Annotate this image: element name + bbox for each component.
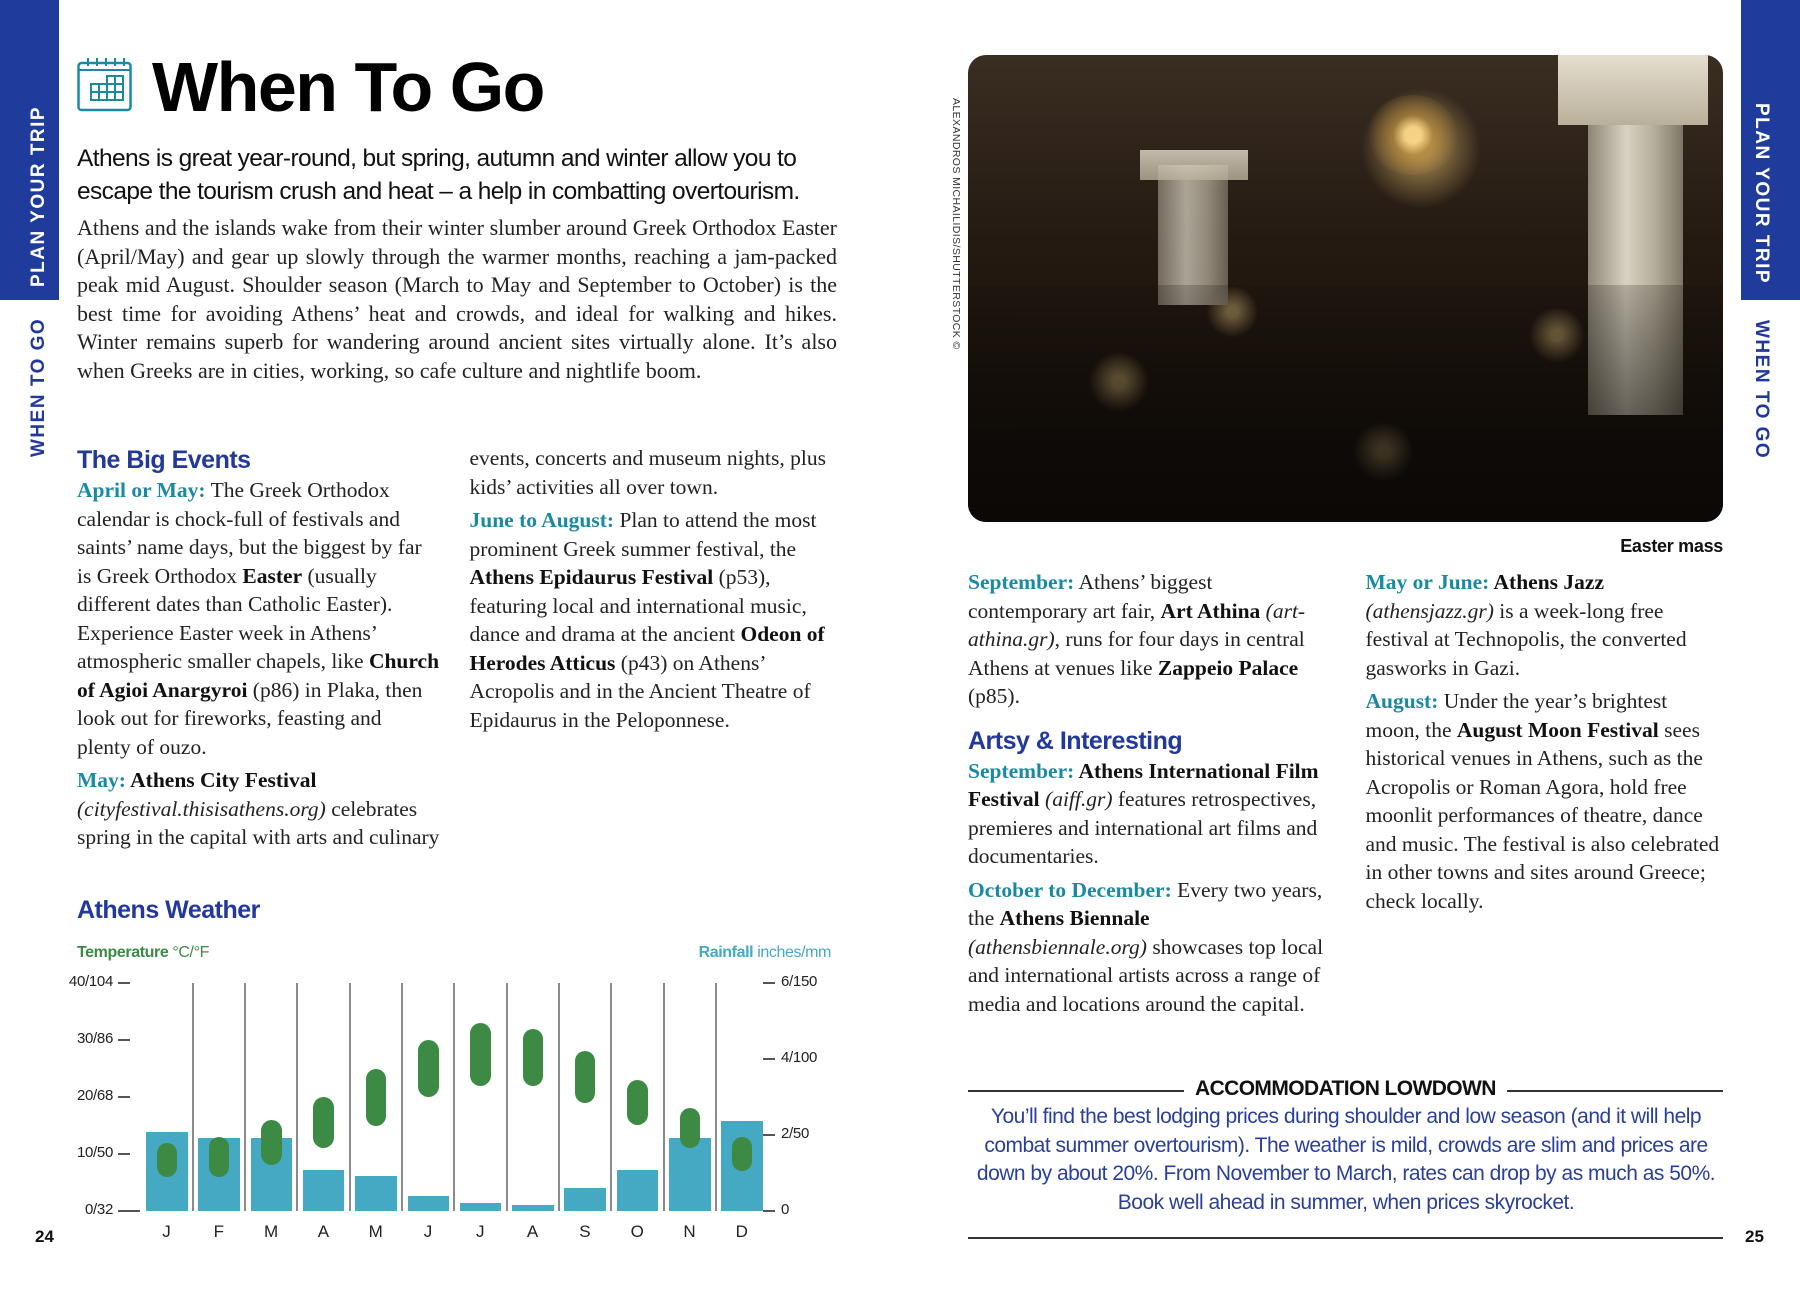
photo-crowd [968,285,1723,522]
page-title: When To Go [152,48,544,126]
event-easter: April or May: The Greek Orthodox calendar is chock-full of festivals and saints’ name days, but the biggest by far is Greek Orthodox Easter (usually different dates than Catholic Easter). Experience Easter week in Athens’ atmospheric smaller chapels, like Church of Agioi Anargyroi (p86) in Plaka, then look out for fireworks, feasting and plenty of ouzo. [77,478,440,759]
lead-paragraph: Athens is great year-round, but spring, autumn and winter allow you to escape the tourism crush and heat – a help in combatting overtourism. [77,145,800,205]
artsy-heading: Artsy & Interesting [968,726,1183,755]
event-epidaurus: June to August: Plan to attend the most prominent Greek summer festival, the Athens Epidaurus Festival (p53), featuring local and international music, dance and drama at the ancient Odeon of Herodes Atticus (p43) on Athens’ Acropolis and in the Ancient Theatre of Epidaurus in the Peloponnese. [469,508,825,732]
right-chapter-tab-label: WHEN TO GO [1751,320,1772,460]
rainfall-bar [146,1132,188,1211]
temperature-range-pill [209,1137,230,1177]
temperature-range-pill [627,1080,648,1126]
temperature-axis-title: Temperature °C/°F [77,944,209,961]
left-page-number: 24 [35,1227,54,1246]
accommodation-text: You’ll find the best lodging prices during shoulder and low season (and it will help combat summer overtourism). The weather is mild, crowds are slim and prices are down by about 20%. From November to March, rates can drop by as much as 50%. Book well ahead in summer, when prices skyrocket. [976,1105,1716,1214]
temperature-range-pill [313,1097,334,1148]
rainfall-tick [763,982,775,984]
month-separator [349,983,351,1211]
city-festival-link[interactable]: (cityfestival.thisisathens.org) [77,796,326,821]
big-events-columns [77,444,832,864]
temperature-tick-label: 30/86 [76,1030,113,1047]
aiff-link[interactable]: (aiff.gr) [1039,787,1113,811]
event-biennale: October to December: Every two years, the Athens Biennale (athensbiennale.org) showcases top local and international artists across a range of media and locations around the capital. [968,877,1324,1016]
temperature-tick [118,1039,130,1041]
event-city-festival: May: Athens City Festival (cityfestival.thisisathens.org) celebrates spring in the capital with arts and culinary events, concerts and museum nights, plus kids’ activities all over town. [77,446,826,849]
event-art-athina: September: Athens’ biggest contemporary art fair, Art Athina (art-athina.gr), runs for four days in central Athens at venues like Zappeio Palace (p85). [968,570,1306,708]
accommodation-rule-right [1507,1090,1723,1092]
rainfall-tick-label: 4/100 [781,1049,818,1066]
temperature-tick-label: 40/104 [68,973,113,990]
temperature-tick [118,1210,130,1212]
month-separator [506,983,508,1211]
rainfall-bar [564,1188,606,1211]
rainfall-bar [408,1196,450,1211]
rainfall-bar [460,1203,502,1211]
month-label: F [213,1222,224,1241]
rainfall-axis-title: Rainfall inches/mm [698,944,831,961]
temperature-range-pill [157,1143,178,1177]
rainfall-tick-label: 0 [781,1201,790,1218]
accommodation-rule-left [968,1090,1184,1092]
rainfall-bar [355,1176,397,1211]
photo-caption: Easter mass [1620,536,1723,556]
weather-heading: Athens Weather [77,896,260,924]
temperature-tick-label: 10/50 [76,1144,113,1161]
rainfall-tick [763,1210,775,1212]
left-section-tab-label: PLAN YOUR TRIP [28,105,49,287]
right-section-tab-label: PLAN YOUR TRIP [1751,103,1772,285]
month-label: M [264,1222,279,1241]
month-separator [453,983,455,1211]
art-athina-link[interactable]: (art-athina.gr) [968,598,1306,651]
photo-chandelier [1368,95,1458,175]
event-jazz: May or June: Athens Jazz (athensjazz.gr) is a week-long free festival at Technopolis, the converted gasworks in Gazi. [1365,570,1687,680]
big-events-heading: The Big Events [77,446,251,474]
temperature-tick-label: 0/32 [85,1201,113,1218]
calendar-icon [77,56,132,112]
photo-capital [1558,55,1708,125]
month-label: N [683,1222,696,1241]
month-separator [401,983,403,1211]
temperature-tick [118,982,130,984]
temperature-tick-label: 20/68 [76,1087,113,1104]
month-label: J [423,1222,433,1241]
temperature-range-pill [418,1040,439,1097]
rainfall-tick-label: 2/50 [781,1125,809,1142]
left-chapter-tab-label: WHEN TO GO [28,317,49,457]
rainfall-bar [251,1138,293,1211]
event-august-moon: August: Under the year’s brightest moon, the August Moon Festival sees historical venues in Athens, such as the Acropolis or Roman Agora, hold free moonlit performances of theatre, dance and music. The festival is also celebrated in other towns and sites around Greece; check locally. [1365,689,1720,913]
temperature-range-pill [575,1051,596,1102]
accommodation-heading: ACCOMMODATION LOWDOWN [1195,1077,1496,1100]
accommodation-rule-bottom [968,1237,1723,1239]
month-label: A [317,1222,330,1241]
month-label: O [630,1222,644,1241]
biennale-link[interactable]: (athensbiennale.org) [968,934,1147,959]
temperature-tick [118,1096,130,1098]
rainfall-bar [617,1170,659,1211]
rainfall-bar [303,1170,345,1211]
month-label: A [526,1222,539,1241]
month-label: M [368,1222,383,1241]
month-label: J [476,1222,485,1241]
month-separator [610,983,612,1211]
month-separator [244,983,246,1211]
temperature-tick [118,1153,130,1155]
photo-credit: ALEXANDROS MICHAILIDIS/SHUTTERSTOCK © [950,98,962,350]
rainfall-bar [669,1138,711,1211]
month-label: J [162,1222,171,1241]
month-separator [715,983,717,1211]
rainfall-bar [198,1138,240,1211]
rainfall-bar [512,1205,554,1211]
month-separator [192,983,194,1211]
jazz-link[interactable]: (athensjazz.gr) [1365,598,1494,623]
rainfall-tick-label: 6/150 [781,973,818,990]
easter-mass-photo [968,55,1723,522]
temperature-range-pill [732,1137,753,1171]
temperature-range-pill [523,1029,544,1086]
month-separator [558,983,560,1211]
temperature-range-pill [261,1120,282,1166]
right-columns [968,568,1723,1023]
photo-pillar [1158,165,1228,305]
month-label: D [735,1222,748,1241]
temperature-range-pill [470,1023,491,1086]
rainfall-tick [763,1134,775,1136]
temperature-range-pill [680,1108,701,1148]
chart-baseline [130,1210,140,1212]
month-separator [296,983,298,1211]
right-page-number: 25 [1745,1227,1764,1246]
month-separator [663,983,665,1211]
temperature-range-pill [366,1069,387,1126]
month-label: S [579,1222,591,1241]
event-film-festival: September: Athens International Film Festival (aiff.gr) features retrospectives, premieres and international art films and documentaries. [968,758,1319,868]
photo-capital [1140,150,1248,180]
intro-paragraph: Athens and the islands wake from their winter slumber around Greek Orthodox Easter (April/May) and gear up slowly through the warmer months, reaching a jam-packed peak mid August. Shoulder season (March to May and September to October) is the best time for avoiding Athens’ heat and crowds, and ideal for walking and hikes. Winter remains superb for wandering around ancient sites virtually alone. It’s also when Greeks are in cities, working, so cafe culture and nightlife boom. [77,215,837,383]
rainfall-bar [721,1121,763,1211]
rainfall-tick [763,1058,775,1060]
